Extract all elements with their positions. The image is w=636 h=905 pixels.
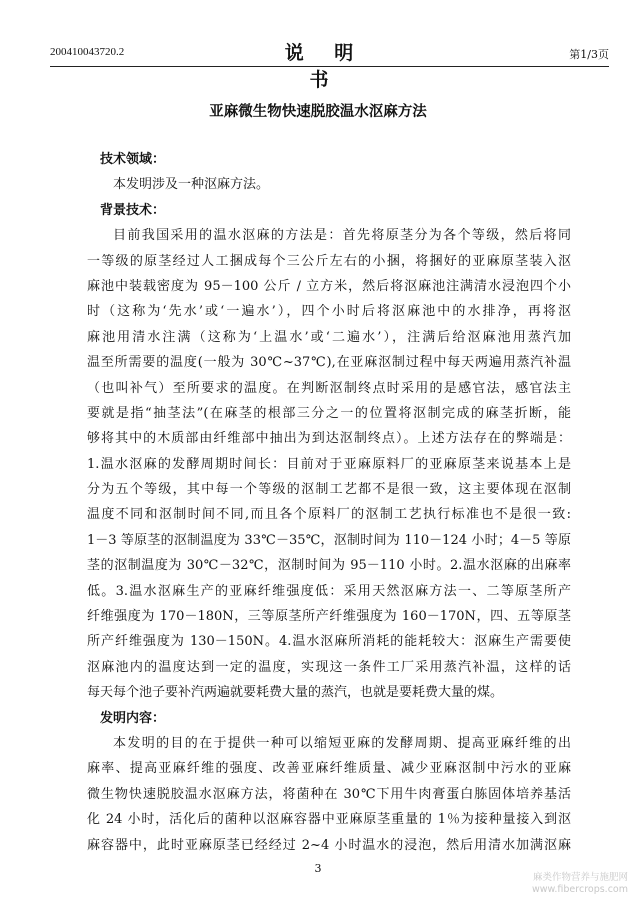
paragraph-line: 纤维强度为 170－180N，三等原茎所产纤维强度为 160－170N，四、五等原茎 <box>87 609 571 625</box>
paragraph-line: 麻池中装载密度为 95－100 公斤 / 立方米，然后将沤麻池注满清水浸泡四个小 <box>87 278 571 294</box>
paragraph-first-line: 本发明的目的在于提供一种可以缩短亚麻的发酵周期、提高亚麻纤维的出 <box>113 735 571 751</box>
paragraph-line: 1－3 等原茎的沤制温度为 33℃－35℃，沤制时间为 110－124 小时；4－5 等原 <box>87 532 571 548</box>
paragraph-line: 麻率、提高亚麻纤维的强度、改善亚麻纤维质量、减少亚麻沤制中污水的亚麻 <box>87 761 571 777</box>
paragraph-first-line: 目前我国采用的温水沤麻的方法是：首先将原茎分为各个等级，然后将同 <box>113 228 571 244</box>
page-counter: 第1/3页 <box>569 48 609 61</box>
body-text <box>87 147 571 858</box>
header-divider <box>50 66 609 67</box>
watermark-site-name: 麻类作物营养与施肥网 <box>532 872 628 883</box>
paragraph-line: 本发明涉及一种沤麻方法。 <box>113 177 270 193</box>
paragraph-line: 时（这称为‘先水’或‘一遍水’），四个小时后将沤麻池中的水排净，再将沤 <box>87 304 571 320</box>
paragraph-line: 微生物快速脱胶温水沤麻方法，将菌种在 30℃下用牛肉膏蛋白胨固体培养基活 <box>87 786 571 802</box>
paragraph-line: 所产纤维强度为 130－150N。4.温水沤麻所消耗的能耗较大：沤麻生产需要使 <box>87 634 571 650</box>
document-type-heading: 说 明 书 <box>284 42 366 91</box>
paragraph-line: 一等级的原茎经过人工捆成每个三公斤左右的小捆，将捆好的亚麻原茎装入沤 <box>87 253 571 269</box>
paragraph-line: 温度不同和沤制时间不同,而且各个原料厂的沤制工艺执行标准也不是很一致: <box>87 507 571 523</box>
paragraph-line: 沤麻池内的温度达到一定的温度，实现这一条件工厂采用蒸汽补温，这样的话 <box>87 659 571 675</box>
section-heading: 背景技术： <box>100 202 166 218</box>
paragraph-line: 麻容器中，此时亚麻原茎已经经过 2~4 小时温水的浸泡，然后用清水加满沤麻 <box>87 837 571 853</box>
application-number: 200410043720.2 <box>50 46 125 58</box>
page-header <box>50 30 609 91</box>
paragraph-line: 分为五个等级，其中每一个等级的沤制工艺都不是很一致，这主要体现在沤制 <box>87 482 571 498</box>
section-heading: 技术领域： <box>100 152 166 167</box>
site-watermark <box>532 872 628 896</box>
paragraph-line: 低。3.温水沤麻生产的亚麻纤维强度低：采用天然沤麻方法一、二等原茎所产 <box>87 583 571 599</box>
paragraph-line: 麻池用清水注满（这称为‘上温水’或‘二遍水’），注满后给沤麻池用蒸汽加 <box>87 329 571 345</box>
paragraph-line: 温至所需要的温度(一般为 30℃~37℃),在亚麻沤制过程中每天两遍用蒸汽补温 <box>87 355 571 371</box>
watermark-url: www.fibercrops.com <box>531 884 628 895</box>
document-title: 亚麻微生物快速脱胶温水沤麻方法 <box>209 103 427 120</box>
paragraph-line: 化 24 小时，活化后的菌种以沤麻容器中亚麻原茎重量的 1％为接种量接入到沤 <box>87 812 571 828</box>
footer-page-number: 3 <box>314 862 322 875</box>
paragraph-line: 够将其中的木质部由纤维部中抽出为到达沤制终点）。上述方法存在的弊端是： <box>87 431 571 447</box>
paragraph-line: 要就是指“抽茎法”(在麻茎的根部三分之一的位置将沤制完成的麻茎折断，能 <box>87 405 571 421</box>
paragraph-line: （也叫补气）至所要求的温度。在判断沤制终点时采用的是感官法，感官法主 <box>87 380 571 396</box>
paragraph-line: 1.温水沤麻的发酵周期时间长：目前对于亚麻原料厂的亚麻原茎来说基本上是 <box>87 456 571 472</box>
paragraph-last-line: 每天每个池子要补汽两遍就要耗费大量的蒸汽，也就是要耗费大量的煤。 <box>87 685 504 701</box>
section-heading: 发明内容： <box>100 710 166 726</box>
paragraph-line: 茎的沤制温度为 30℃－32℃，沤制时间为 95－110 小时。2.温水沤麻的出麻率 <box>87 558 571 574</box>
